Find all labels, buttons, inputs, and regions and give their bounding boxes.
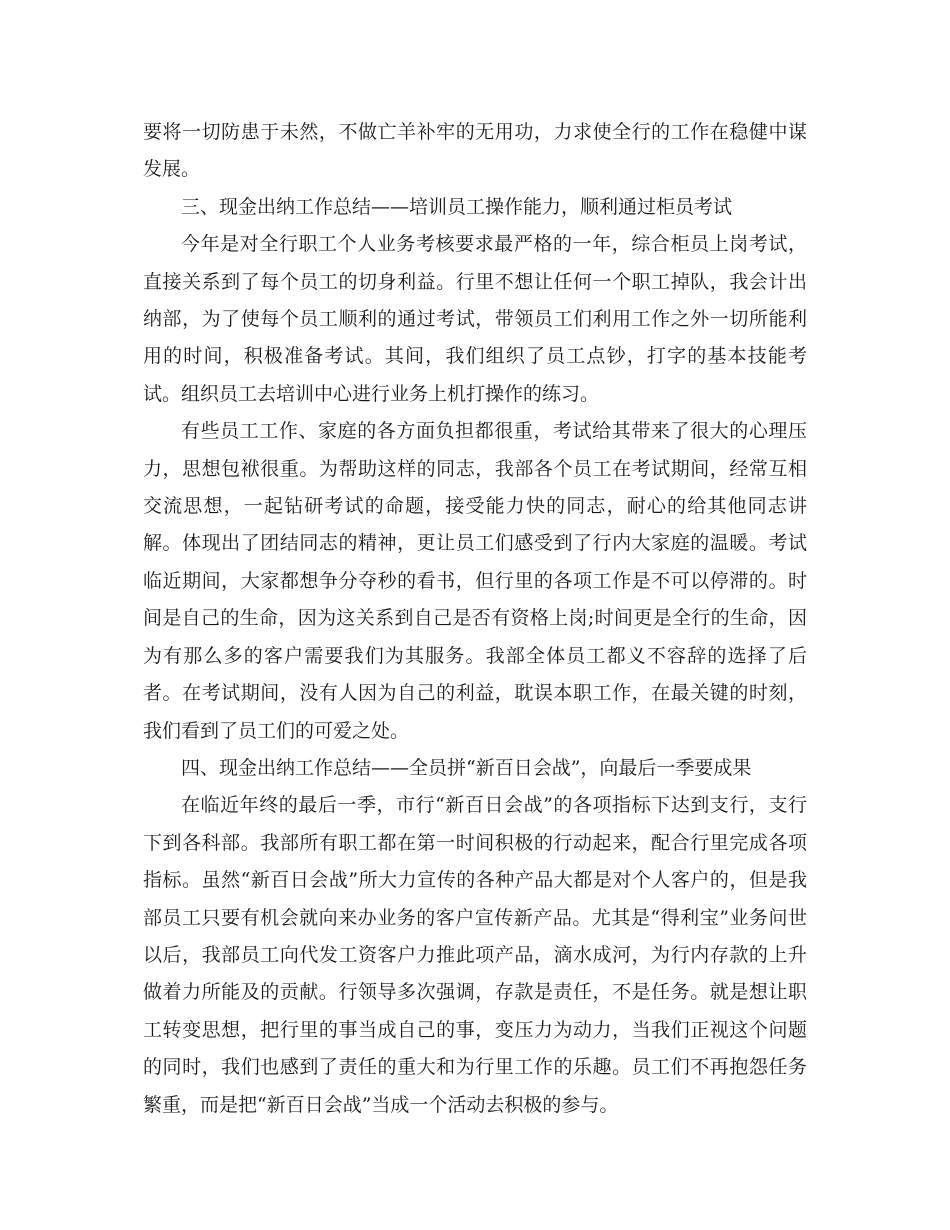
section-heading-4: 四、现金出纳工作总结——全员拼“新百日会战”，向最后一季要成果: [181, 756, 752, 779]
paragraph: 今年是对全行职工个人业务考核要求最严格的一年，综合柜员上岗考试，直接关系到了每个员工的切身利益。行里不想让任何一个职工掉队，我会计出纳部，为了使每个员工顺利的通过考试，带领员工们利用工作之外一切所能利用的时间，积极准备考试。其间，我们组织了员工点钞，打字的基本技能考试。组织员工去培训中心进行业务上机打操作的练习。: [143, 233, 807, 405]
paragraph-continuation: 要将一切防患于未然，不做亡羊补牢的无用功，力求使全行的工作在稳健中谋发展。: [143, 121, 807, 181]
section-heading-3: 三、现金出纳工作总结——培训员工操作能力，顺利通过柜员考试: [181, 195, 733, 218]
document-body: [143, 114, 807, 1124]
paragraph: 在临近年终的最后一季，市行“新百日会战”的各项指标下达到支行，支行下到各科部。我部所有职工都在第一时间积极的行动起来，配合行里完成各项指标。虽然“新百日会战”所大力宣传的各种产品大都是对个人客户的，但是我部员工只要有机会就向来办业务的客户宣传新产品。尤其是“得利宝”业务问世以后，我部员工向代发工资客户力推此项产品，滴水成河，为行内存款的上升做着力所能及的贡献。行领导多次强调，存款是责任，不是任务。就是想让职工转变思想，把行里的事当成自己的事，变压力为动力，当我们正视这个问题的同时，我们也感到了责任的重大和为行里工作的乐趣。员工们不再抱怨任务繁重，而是把“新百日会战”当成一个活动去积极的参与。: [143, 794, 807, 1116]
paragraph: 有些员工工作、家庭的各方面负担都很重，考试给其带来了很大的心理压力，思想包袱很重。为帮助这样的同志，我部各个员工在考试期间，经常互相交流思想，一起钻研考试的命题，接受能力快的同志，耐心的给其他同志讲解。体现出了团结同志的精神，更让员工们感受到了行内大家庭的温暖。考试临近期间，大家都想争分夺秒的看书，但行里的各项工作是不可以停滞的。时间是自己的生命，因为这关系到自己是否有资格上岗;时间更是全行的生命，因为有那么多的客户需要我们为其服务。我部全体员工都义不容辞的选择了后者。在考试期间，没有人因为自己的利益，耽误本职工作，在最关键的时刻，我们看到了员工们的可爱之处。: [143, 420, 807, 742]
